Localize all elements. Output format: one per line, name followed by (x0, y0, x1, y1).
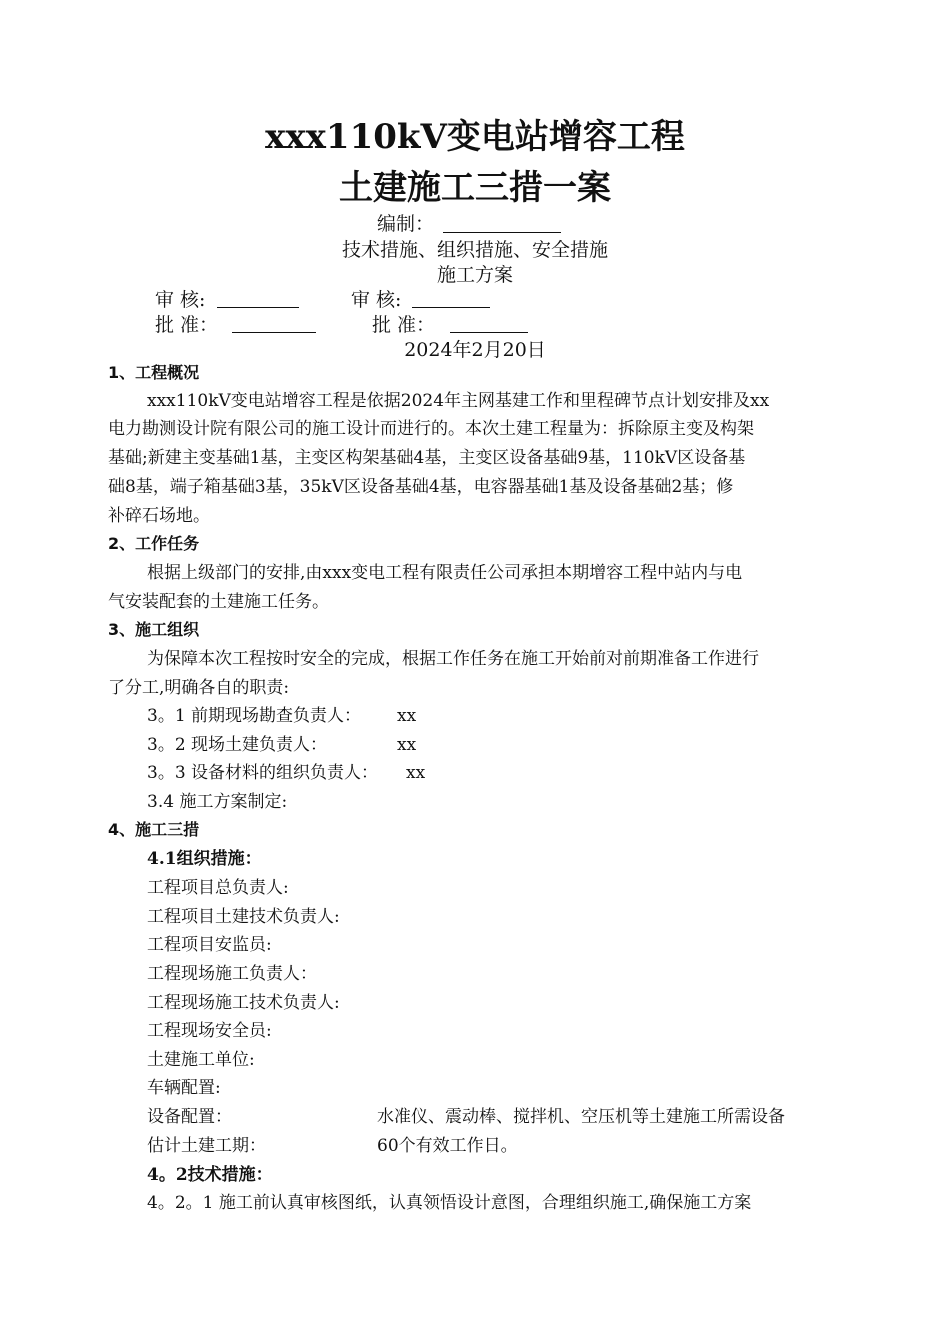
review-line-right (412, 307, 490, 308)
section-4-heading: 4、施工三措 (108, 820, 200, 839)
section-1-line: 础8基，端子箱基础3基，35kV区设备基础4基，电容器基础1基及设备基础2基；修 (108, 477, 734, 497)
org-item-label: 工程项目总负责人: (147, 878, 289, 898)
measures-line: 技术措施、组织措施、安全措施 (341, 239, 608, 261)
document-title-line2: 土建施工三措一案 (339, 168, 611, 208)
review-line-left (217, 307, 299, 308)
staff-item-value: xx (397, 706, 417, 726)
org-item-label: 工程项目土建技术负责人: (147, 907, 340, 927)
approve-line-right (450, 332, 528, 333)
section-1-line: xxx110kV变电站增容工程是依据2024年主网基建工作和里程碑节点计划安排及xx (147, 391, 770, 411)
staff-item-value: xx (397, 735, 417, 755)
org-item-value: 水准仪、震动棒、搅拌机、空压机等土建施工所需设备 (377, 1107, 785, 1127)
approve-line-left (232, 332, 316, 333)
approve-label-right: 批 准： (372, 314, 436, 336)
staff-item-value: xx (406, 763, 426, 783)
section-3-line: 为保障本次工程按时安全的完成，根据工作任务在施工开始前对前期准备工作进行 (147, 649, 759, 669)
org-item-label: 工程现场施工负责人： (147, 964, 317, 984)
org-item-label: 估计土建工期： (147, 1136, 266, 1156)
section-1-line: 补碎石场地。 (108, 506, 210, 526)
section-2-line: 根据上级部门的安排,由xxx变电工程有限责任公司承担本期增容工程中站内与电 (147, 563, 743, 583)
section-1-line: 电力勘测设计院有限公司的施工设计而进行的。本次土建工程量为：拆除原主变及构架 (108, 419, 754, 439)
compile-signature-line (443, 232, 561, 233)
staff-item-label: 3。3 设备材料的组织负责人： (147, 763, 379, 783)
org-item-label: 土建施工单位: (147, 1050, 255, 1070)
org-item-label: 车辆配置: (147, 1078, 221, 1098)
plan-line: 施工方案 (436, 264, 513, 286)
review-label-right: 审 核: (351, 289, 402, 311)
org-measures-heading: 4.1组织措施： (147, 849, 262, 869)
compile-label: 编制： (377, 213, 435, 235)
staff-item-label: 3.4 施工方案制定: (147, 792, 288, 812)
staff-item-label: 3。2 现场土建负责人： (147, 735, 328, 755)
section-3-line: 了分工,明确各自的职责: (108, 678, 290, 698)
org-item-label: 工程项目安监员: (147, 935, 272, 955)
section-1-heading: 1、工程概况 (108, 363, 200, 382)
org-item-label: 工程现场安全员: (147, 1021, 272, 1041)
document-date: 2024年2月20日 (404, 339, 546, 361)
tech-measures-heading: 4。2技术措施： (147, 1165, 273, 1185)
org-item-label: 工程现场施工技术负责人: (147, 993, 340, 1013)
org-item-value: 60个有效工作日。 (377, 1136, 518, 1156)
section-3-heading: 3、施工组织 (108, 620, 200, 639)
approve-label-left: 批 准： (155, 314, 219, 336)
review-label-left: 审 核: (155, 289, 206, 311)
tech-measure-line: 4。2。1 施工前认真审核图纸，认真领悟设计意图，合理组织施工,确保施工方案 (147, 1193, 752, 1213)
section-2-heading: 2、工作任务 (108, 534, 200, 553)
staff-item-label: 3。1 前期现场勘查负责人： (147, 706, 362, 726)
section-2-line: 气安装配套的土建施工任务。 (108, 592, 329, 612)
org-item-label: 设备配置： (147, 1107, 232, 1127)
section-1-line: 基础;新建主变基础1基，主变区构架基础4基，主变区设备基础9基，110kV区设备基 (108, 448, 746, 468)
document-title-line1: xxx110kV变电站增容工程 (265, 117, 685, 157)
